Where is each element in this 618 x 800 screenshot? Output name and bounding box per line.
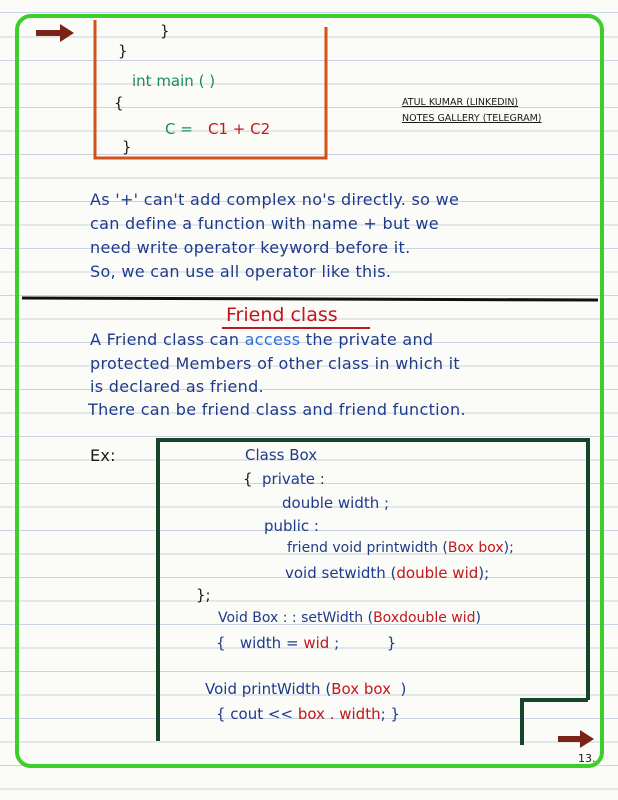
code-friend-decl (287, 540, 514, 556)
code-brace-1: } (160, 22, 170, 40)
code-class-box: Class Box (245, 446, 318, 464)
definition-line-1 (90, 330, 433, 349)
code-brace-class-open: { (243, 470, 253, 488)
explanation-line-1: As '+' can't add complex no's directly. so we (90, 190, 460, 209)
explanation-line-2: can define a function with name + but we (90, 214, 439, 233)
code-assign-lhs: C = (165, 120, 193, 138)
friend-class-heading: Friend class (226, 304, 338, 326)
code-setwidth-decl-end: ); (478, 564, 490, 582)
code-setwidth-body-start: { width = (216, 634, 299, 652)
code-setwidth-decl-start: void setwidth ( (285, 564, 397, 582)
code-brace-2: } (118, 42, 128, 60)
code-class-close: }; (196, 586, 211, 604)
code-setwidth-def (218, 610, 481, 626)
code-printwidth-def-param: Box box (331, 680, 391, 698)
code-setwidth-body (216, 634, 396, 652)
definition-line-2: protected Members of other class in which it (90, 354, 460, 373)
example-label: Ex: (90, 446, 116, 465)
code-brace-open: { (114, 94, 124, 112)
code-assign-rhs: C1 + C2 (208, 120, 271, 138)
explanation-line-4: So, we can use all operator like this. (90, 262, 392, 281)
arrow-right-icon (34, 22, 76, 44)
code-printwidth-body (216, 705, 400, 723)
arrow-right-icon-bottom (556, 728, 596, 750)
code-setwidth-body-value: wid (303, 634, 330, 652)
code-private: private : (262, 470, 325, 488)
code-printwidth-body-value: box . width (297, 705, 381, 723)
definition-line-1-end: the private and (305, 330, 434, 349)
code-friend-decl-start: friend void printwidth ( (287, 540, 448, 556)
code-printwidth-def-start: Void printWidth ( (205, 680, 332, 698)
credit-linkedin: ATUL KUMAR (LINKEDIN) (402, 97, 519, 108)
code-brace-close: } (122, 138, 132, 156)
code-setwidth-decl (285, 564, 489, 582)
definition-line-1-highlight: access (244, 330, 301, 349)
code-setwidth-body-end: ; } (334, 634, 397, 652)
code-printwidth-def (205, 680, 406, 698)
code-double-width: double width ; (282, 494, 390, 512)
code-public: public : (264, 517, 319, 535)
code-friend-param: Box box (447, 540, 504, 556)
code-setwidth-def-start: Void Box : : setWidth ( (218, 610, 374, 626)
code-setwidth-def-end: ) (475, 610, 481, 626)
code-setwidth-def-param: Boxdouble wid (373, 610, 476, 626)
definition-line-1-start: A Friend class can (90, 330, 240, 349)
credit-telegram: NOTES GALLERY (TELEGRAM) (402, 113, 542, 124)
code-main-signature: int main ( ) (132, 72, 216, 90)
code-printwidth-body-end: ; } (380, 705, 400, 723)
code-printwidth-def-end: ) (400, 680, 407, 698)
code-setwidth-param: double wid (396, 564, 479, 582)
definition-line-4: There can be friend class and friend function. (88, 400, 466, 419)
code-friend-decl-end: ); (503, 540, 514, 556)
page-number: 13. (578, 752, 596, 765)
code-printwidth-body-start: { cout << (216, 705, 294, 723)
explanation-line-3: need write operator keyword before it. (90, 238, 411, 257)
definition-line-3: is declared as friend. (90, 377, 264, 396)
